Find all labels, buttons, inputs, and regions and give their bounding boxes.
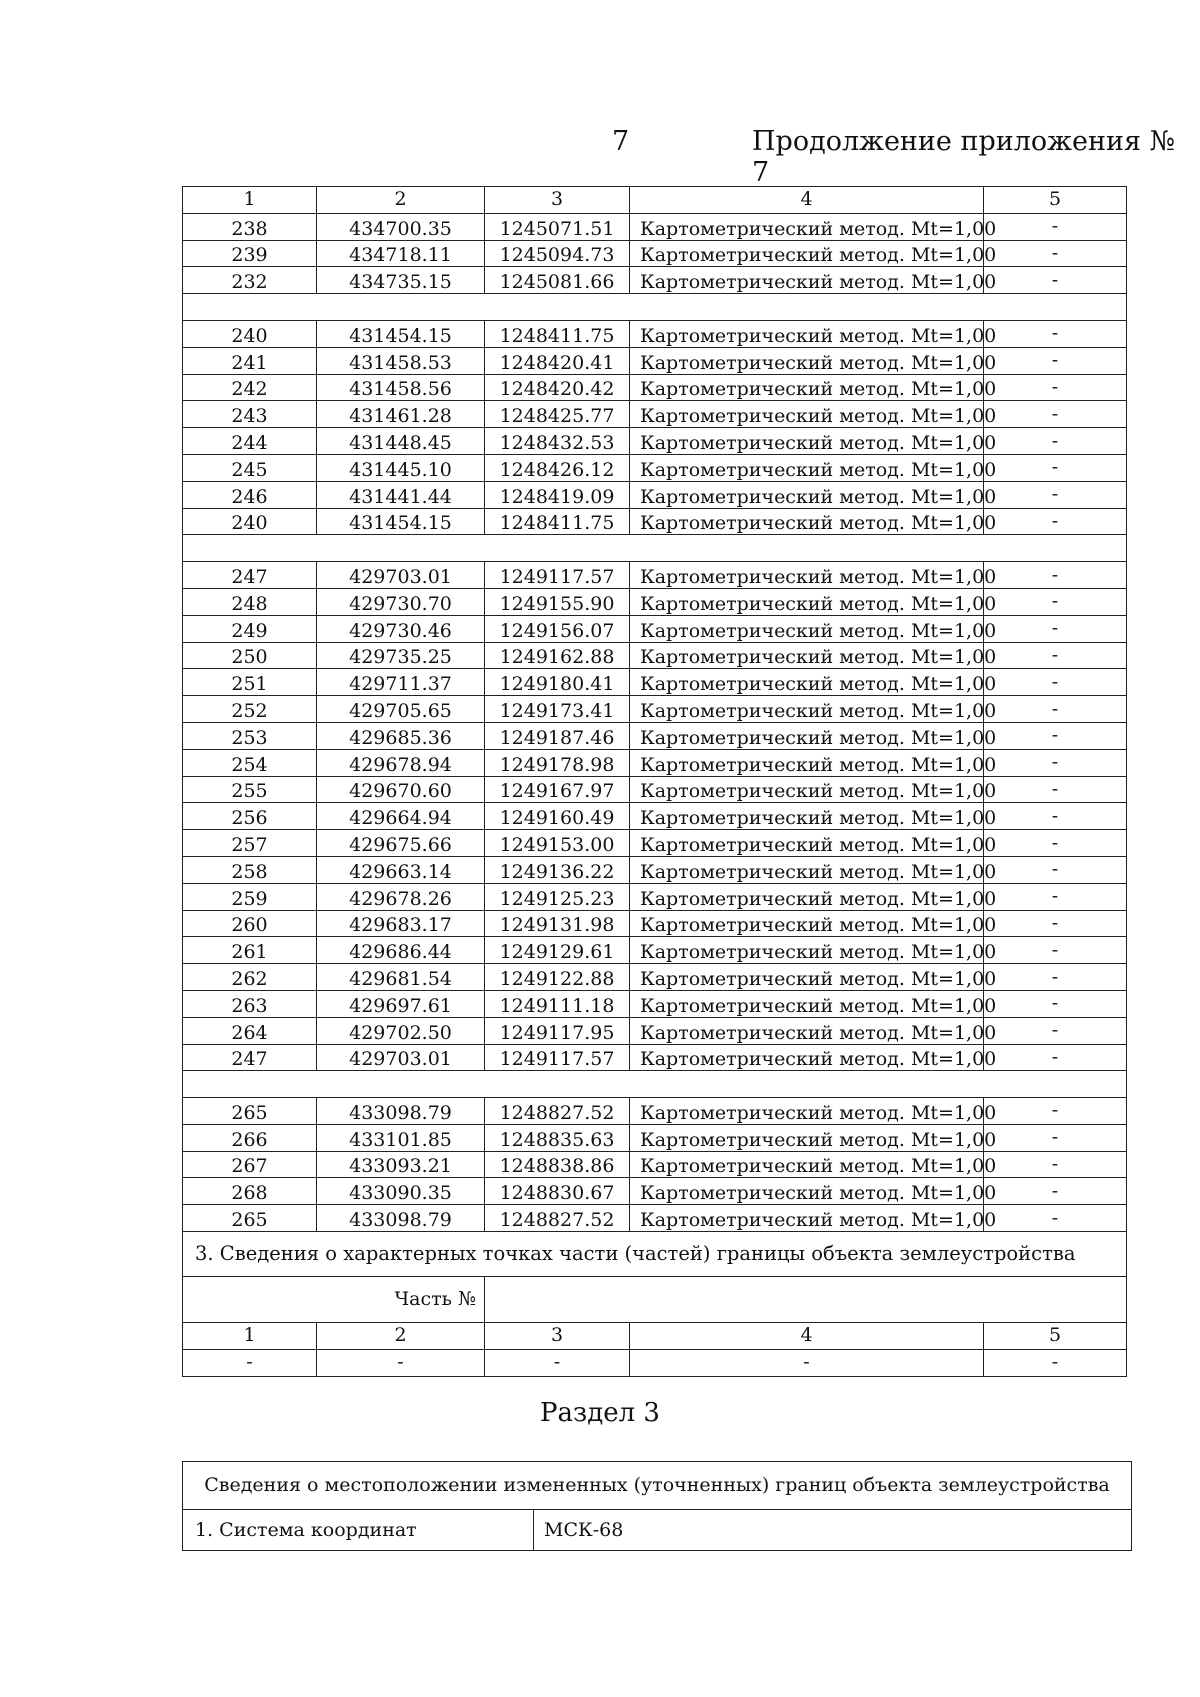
note-cell: - <box>984 830 1127 857</box>
part-number-value <box>485 1277 1127 1323</box>
y-coordinate-cell: 1249117.95 <box>485 1017 630 1044</box>
table-row <box>183 990 1127 1017</box>
y-coordinate-cell: 1245081.66 <box>485 267 630 294</box>
note-cell: - <box>984 1178 1127 1205</box>
x-coordinate-cell: 434700.35 <box>317 213 485 240</box>
column-header: 4 <box>630 1323 984 1350</box>
x-coordinate-cell: 431441.44 <box>317 481 485 508</box>
column-header: 2 <box>317 1323 485 1350</box>
method-cell: Картометрический метод. Mt=1,00 <box>630 213 984 240</box>
y-coordinate-cell: 1249125.23 <box>485 883 630 910</box>
y-coordinate-cell: 1248835.63 <box>485 1124 630 1151</box>
note-cell: - <box>984 1044 1127 1071</box>
point-number-cell: 253 <box>183 722 317 749</box>
point-number-cell: 248 <box>183 588 317 615</box>
method-cell: Картометрический метод. Mt=1,00 <box>630 883 984 910</box>
y-coordinate-cell: 1248411.75 <box>485 320 630 347</box>
table-row <box>183 830 1127 857</box>
y-coordinate-cell: 1249155.90 <box>485 588 630 615</box>
point-number-cell: 232 <box>183 267 317 294</box>
table-row <box>183 722 1127 749</box>
point-number-cell: 268 <box>183 1178 317 1205</box>
note-cell: - <box>984 454 1127 481</box>
point-number-cell: 251 <box>183 669 317 696</box>
separator-cell <box>183 1071 1127 1098</box>
point-number-cell: 252 <box>183 696 317 723</box>
point-number-cell: 261 <box>183 937 317 964</box>
part-data-cell: - <box>485 1349 630 1376</box>
info-title-row <box>183 1462 1132 1510</box>
x-coordinate-cell: 433090.35 <box>317 1178 485 1205</box>
y-coordinate-cell: 1249187.46 <box>485 722 630 749</box>
note-cell: - <box>984 937 1127 964</box>
point-number-cell: 266 <box>183 1124 317 1151</box>
x-coordinate-cell: 429711.37 <box>317 669 485 696</box>
table-row <box>183 964 1127 991</box>
x-coordinate-cell: 433098.79 <box>317 1205 485 1232</box>
note-cell: - <box>984 642 1127 669</box>
method-cell: Картометрический метод. Mt=1,00 <box>630 1178 984 1205</box>
table-row <box>183 347 1127 374</box>
point-number-cell: 246 <box>183 481 317 508</box>
note-cell: - <box>984 374 1127 401</box>
table-row <box>183 615 1127 642</box>
column-header: 3 <box>485 187 630 214</box>
y-coordinate-cell: 1248426.12 <box>485 454 630 481</box>
x-coordinate-cell: 429686.44 <box>317 937 485 964</box>
y-coordinate-cell: 1248411.75 <box>485 508 630 535</box>
y-coordinate-cell: 1249122.88 <box>485 964 630 991</box>
method-cell: Картометрический метод. Mt=1,00 <box>630 1098 984 1125</box>
note-cell: - <box>984 722 1127 749</box>
x-coordinate-cell: 429705.65 <box>317 696 485 723</box>
point-number-cell: 245 <box>183 454 317 481</box>
method-cell: Картометрический метод. Mt=1,00 <box>630 803 984 830</box>
method-cell: Картометрический метод. Mt=1,00 <box>630 588 984 615</box>
point-number-cell: 260 <box>183 910 317 937</box>
note-cell: - <box>984 669 1127 696</box>
column-header: 5 <box>984 1323 1127 1350</box>
table-row <box>183 1098 1127 1125</box>
x-coordinate-cell: 429675.66 <box>317 830 485 857</box>
y-coordinate-cell: 1249160.49 <box>485 803 630 830</box>
y-coordinate-cell: 1249156.07 <box>485 615 630 642</box>
point-number-cell: 241 <box>183 347 317 374</box>
y-coordinate-cell: 1245094.73 <box>485 240 630 267</box>
note-cell: - <box>984 588 1127 615</box>
point-number-cell: 250 <box>183 642 317 669</box>
x-coordinate-cell: 433101.85 <box>317 1124 485 1151</box>
y-coordinate-cell: 1248420.42 <box>485 374 630 401</box>
x-coordinate-cell: 433098.79 <box>317 1098 485 1125</box>
note-cell: - <box>984 803 1127 830</box>
note-cell: - <box>984 508 1127 535</box>
method-cell: Картометрический метод. Mt=1,00 <box>630 1124 984 1151</box>
table-row <box>183 267 1127 294</box>
part-data-cell: - <box>317 1349 485 1376</box>
method-cell: Картометрический метод. Mt=1,00 <box>630 454 984 481</box>
y-coordinate-cell: 1249129.61 <box>485 937 630 964</box>
column-header: 3 <box>485 1323 630 1350</box>
point-number-cell: 255 <box>183 776 317 803</box>
point-number-cell: 254 <box>183 749 317 776</box>
x-coordinate-cell: 429681.54 <box>317 964 485 991</box>
note-cell: - <box>984 320 1127 347</box>
table-row <box>183 883 1127 910</box>
note-cell: - <box>984 401 1127 428</box>
method-cell: Картометрический метод. Mt=1,00 <box>630 696 984 723</box>
method-cell: Картометрический метод. Mt=1,00 <box>630 347 984 374</box>
x-coordinate-cell: 429697.61 <box>317 990 485 1017</box>
column-header: 2 <box>317 187 485 214</box>
point-number-cell: 265 <box>183 1098 317 1125</box>
note-cell: - <box>984 1098 1127 1125</box>
x-coordinate-cell: 429670.60 <box>317 776 485 803</box>
table-row <box>183 240 1127 267</box>
method-cell: Картометрический метод. Mt=1,00 <box>630 508 984 535</box>
note-cell: - <box>984 428 1127 455</box>
point-number-cell: 239 <box>183 240 317 267</box>
method-cell: Картометрический метод. Mt=1,00 <box>630 856 984 883</box>
y-coordinate-cell: 1248420.41 <box>485 347 630 374</box>
point-number-cell: 247 <box>183 562 317 589</box>
y-coordinate-cell: 1249136.22 <box>485 856 630 883</box>
x-coordinate-cell: 434718.11 <box>317 240 485 267</box>
method-cell: Картометрический метод. Mt=1,00 <box>630 401 984 428</box>
note-cell: - <box>984 749 1127 776</box>
note-cell: - <box>984 267 1127 294</box>
table-row <box>183 562 1127 589</box>
separator-cell <box>183 535 1127 562</box>
column-header: 5 <box>984 187 1127 214</box>
y-coordinate-cell: 1249180.41 <box>485 669 630 696</box>
note-cell: - <box>984 562 1127 589</box>
part-data-row <box>183 1349 1127 1376</box>
x-coordinate-cell: 429678.26 <box>317 883 485 910</box>
point-number-cell: 244 <box>183 428 317 455</box>
section-3-heading: Раздел 3 <box>540 1398 660 1428</box>
point-number-cell: 243 <box>183 401 317 428</box>
x-coordinate-cell: 429663.14 <box>317 856 485 883</box>
note-cell: - <box>984 240 1127 267</box>
x-coordinate-cell: 431445.10 <box>317 454 485 481</box>
note-cell: - <box>984 910 1127 937</box>
part-column-header-row <box>183 1323 1127 1350</box>
table-row <box>183 588 1127 615</box>
y-coordinate-cell: 1249117.57 <box>485 562 630 589</box>
contour-separator-row <box>183 1071 1127 1098</box>
method-cell: Картометрический метод. Mt=1,00 <box>630 990 984 1017</box>
table-row <box>183 1124 1127 1151</box>
table-row <box>183 910 1127 937</box>
y-coordinate-cell: 1248419.09 <box>485 481 630 508</box>
method-cell: Картометрический метод. Mt=1,00 <box>630 562 984 589</box>
note-cell: - <box>984 990 1127 1017</box>
table-row <box>183 320 1127 347</box>
x-coordinate-cell: 429702.50 <box>317 1017 485 1044</box>
x-coordinate-cell: 433093.21 <box>317 1151 485 1178</box>
column-header: 4 <box>630 187 984 214</box>
part-data-cell: - <box>630 1349 984 1376</box>
x-coordinate-cell: 429683.17 <box>317 910 485 937</box>
table-row <box>183 481 1127 508</box>
y-coordinate-cell: 1248827.52 <box>485 1205 630 1232</box>
method-cell: Картометрический метод. Mt=1,00 <box>630 374 984 401</box>
table-row <box>183 1017 1127 1044</box>
y-coordinate-cell: 1248838.86 <box>485 1151 630 1178</box>
column-header: 1 <box>183 1323 317 1350</box>
x-coordinate-cell: 431461.28 <box>317 401 485 428</box>
separator-cell <box>183 294 1127 321</box>
column-header-row <box>183 187 1127 214</box>
table-row <box>183 803 1127 830</box>
method-cell: Картометрический метод. Mt=1,00 <box>630 481 984 508</box>
x-coordinate-cell: 431454.15 <box>317 508 485 535</box>
note-cell: - <box>984 347 1127 374</box>
y-coordinate-cell: 1249131.98 <box>485 910 630 937</box>
method-cell: Картометрический метод. Mt=1,00 <box>630 830 984 857</box>
x-coordinate-cell: 429703.01 <box>317 1044 485 1071</box>
table-row <box>183 213 1127 240</box>
y-coordinate-cell: 1249178.98 <box>485 749 630 776</box>
note-cell: - <box>984 1017 1127 1044</box>
x-coordinate-cell: 431454.15 <box>317 320 485 347</box>
point-number-cell: 240 <box>183 320 317 347</box>
part-data-cell: - <box>984 1349 1127 1376</box>
point-number-cell: 262 <box>183 964 317 991</box>
appendix-continuation-header: Продолжение приложения № 7 <box>752 126 1176 188</box>
x-coordinate-cell: 429664.94 <box>317 803 485 830</box>
x-coordinate-cell: 431458.53 <box>317 347 485 374</box>
table-row <box>183 1044 1127 1071</box>
y-coordinate-cell: 1248830.67 <box>485 1178 630 1205</box>
method-cell: Картометрический метод. Mt=1,00 <box>630 964 984 991</box>
method-cell: Картометрический метод. Mt=1,00 <box>630 910 984 937</box>
method-cell: Картометрический метод. Mt=1,00 <box>630 428 984 455</box>
point-number-cell: 238 <box>183 213 317 240</box>
method-cell: Картометрический метод. Mt=1,00 <box>630 1044 984 1071</box>
note-cell: - <box>984 696 1127 723</box>
x-coordinate-cell: 434735.15 <box>317 267 485 294</box>
table-row <box>183 776 1127 803</box>
method-cell: Картометрический метод. Mt=1,00 <box>630 615 984 642</box>
coordinates-table <box>182 186 1127 1377</box>
point-number-cell: 258 <box>183 856 317 883</box>
column-header: 1 <box>183 187 317 214</box>
note-cell: - <box>984 1124 1127 1151</box>
method-cell: Картометрический метод. Mt=1,00 <box>630 722 984 749</box>
coord-system-label: 1. Система координат <box>183 1510 534 1551</box>
y-coordinate-cell: 1249117.57 <box>485 1044 630 1071</box>
section-3-row <box>183 1232 1127 1277</box>
x-coordinate-cell: 429678.94 <box>317 749 485 776</box>
method-cell: Картометрический метод. Mt=1,00 <box>630 776 984 803</box>
y-coordinate-cell: 1245071.51 <box>485 213 630 240</box>
y-coordinate-cell: 1249167.97 <box>485 776 630 803</box>
x-coordinate-cell: 429730.46 <box>317 615 485 642</box>
y-coordinate-cell: 1249162.88 <box>485 642 630 669</box>
boundary-info-table <box>182 1461 1132 1551</box>
coord-system-row <box>183 1510 1132 1551</box>
table-row <box>183 1178 1127 1205</box>
note-cell: - <box>984 615 1127 642</box>
method-cell: Картометрический метод. Mt=1,00 <box>630 937 984 964</box>
y-coordinate-cell: 1249153.00 <box>485 830 630 857</box>
method-cell: Картометрический метод. Mt=1,00 <box>630 1151 984 1178</box>
table-row <box>183 696 1127 723</box>
part-number-row <box>183 1277 1127 1323</box>
x-coordinate-cell: 431448.45 <box>317 428 485 455</box>
page-number: 7 <box>612 126 630 157</box>
method-cell: Картометрический метод. Mt=1,00 <box>630 749 984 776</box>
point-number-cell: 265 <box>183 1205 317 1232</box>
section-3-title: 3. Сведения о характерных точках части (частей) границы объекта землеустройства <box>183 1232 1127 1277</box>
y-coordinate-cell: 1249173.41 <box>485 696 630 723</box>
method-cell: Картометрический метод. Mt=1,00 <box>630 669 984 696</box>
table-row <box>183 856 1127 883</box>
method-cell: Картометрический метод. Mt=1,00 <box>630 1017 984 1044</box>
table-row <box>183 1151 1127 1178</box>
x-coordinate-cell: 431458.56 <box>317 374 485 401</box>
point-number-cell: 240 <box>183 508 317 535</box>
contour-separator-row <box>183 294 1127 321</box>
table-row <box>183 937 1127 964</box>
note-cell: - <box>984 213 1127 240</box>
method-cell: Картометрический метод. Mt=1,00 <box>630 642 984 669</box>
part-data-cell: - <box>183 1349 317 1376</box>
contour-separator-row <box>183 535 1127 562</box>
point-number-cell: 242 <box>183 374 317 401</box>
table-row <box>183 749 1127 776</box>
note-cell: - <box>984 481 1127 508</box>
method-cell: Картометрический метод. Mt=1,00 <box>630 320 984 347</box>
x-coordinate-cell: 429685.36 <box>317 722 485 749</box>
note-cell: - <box>984 883 1127 910</box>
point-number-cell: 249 <box>183 615 317 642</box>
x-coordinate-cell: 429730.70 <box>317 588 485 615</box>
point-number-cell: 257 <box>183 830 317 857</box>
table-row <box>183 642 1127 669</box>
part-number-label: Часть № <box>183 1277 485 1323</box>
point-number-cell: 259 <box>183 883 317 910</box>
point-number-cell: 267 <box>183 1151 317 1178</box>
x-coordinate-cell: 429735.25 <box>317 642 485 669</box>
method-cell: Картометрический метод. Mt=1,00 <box>630 1205 984 1232</box>
note-cell: - <box>984 856 1127 883</box>
coord-system-value: МСК-68 <box>534 1510 1132 1551</box>
method-cell: Картометрический метод. Mt=1,00 <box>630 267 984 294</box>
y-coordinate-cell: 1248432.53 <box>485 428 630 455</box>
table-row <box>183 428 1127 455</box>
note-cell: - <box>984 1151 1127 1178</box>
y-coordinate-cell: 1248827.52 <box>485 1098 630 1125</box>
table-row <box>183 374 1127 401</box>
note-cell: - <box>984 776 1127 803</box>
point-number-cell: 263 <box>183 990 317 1017</box>
note-cell: - <box>984 964 1127 991</box>
table-row <box>183 401 1127 428</box>
info-table-title: Сведения о местоположении измененных (уточненных) границ объекта землеустройства <box>183 1462 1132 1510</box>
note-cell: - <box>984 1205 1127 1232</box>
point-number-cell: 256 <box>183 803 317 830</box>
y-coordinate-cell: 1249111.18 <box>485 990 630 1017</box>
table-row <box>183 454 1127 481</box>
table-row <box>183 508 1127 535</box>
method-cell: Картометрический метод. Mt=1,00 <box>630 240 984 267</box>
x-coordinate-cell: 429703.01 <box>317 562 485 589</box>
point-number-cell: 247 <box>183 1044 317 1071</box>
table-row <box>183 669 1127 696</box>
y-coordinate-cell: 1248425.77 <box>485 401 630 428</box>
table-row <box>183 1205 1127 1232</box>
point-number-cell: 264 <box>183 1017 317 1044</box>
